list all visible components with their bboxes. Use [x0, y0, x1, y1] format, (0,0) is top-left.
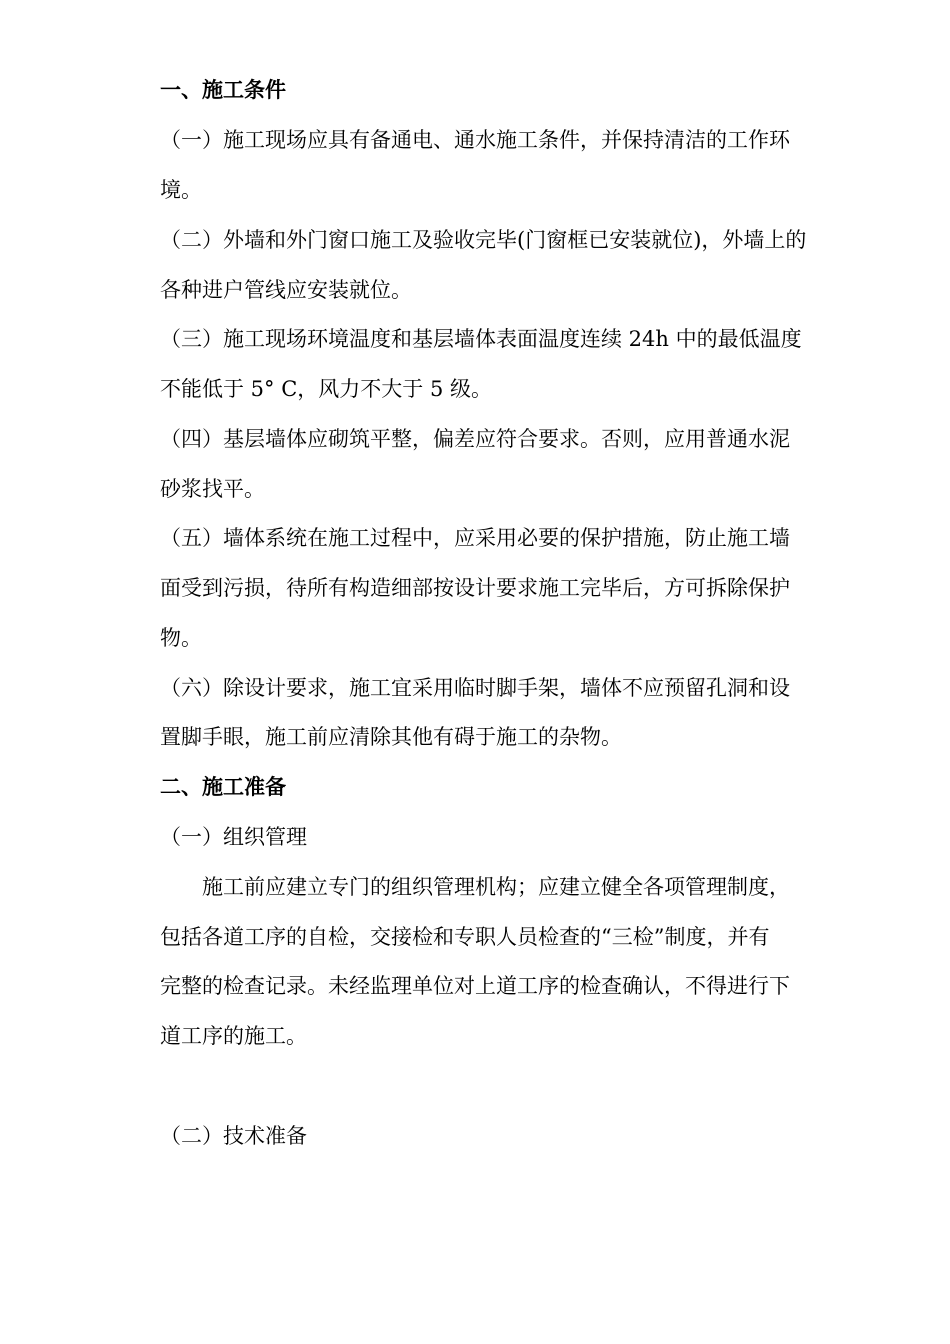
item-5-line-3: 物。	[160, 626, 202, 650]
item-1-line-2: 境。	[160, 178, 202, 202]
item-4-line-2: 砂浆找平。	[160, 477, 265, 501]
section-2-heading: 二、施工准备	[160, 774, 286, 799]
item-1-line-1: （一）施工现场应具有备通电、通水施工条件，并保持清洁的工作环	[160, 128, 790, 152]
item-2-line-2: 各种进户管线应安装就位。	[160, 278, 412, 302]
item-3-line-2: 不能低于 5° C，风力不大于 5 级。	[160, 377, 492, 401]
item-6-line-2: 置脚手眼，施工前应清除其他有碍于施工的杂物。	[160, 725, 622, 749]
item-5-line-2: 面受到污损，待所有构造细部按设计要求施工完毕后，方可拆除保护	[160, 576, 790, 600]
item-6-line-1: （六）除设计要求，施工宜采用临时脚手架，墙体不应预留孔洞和设	[160, 676, 790, 700]
org-para-line-2: 包括各道工序的自检，交接检和专职人员检查的“三检”制度，并有	[160, 925, 770, 949]
subsection-2-heading: （二）技术准备	[160, 1124, 307, 1148]
org-para-line-3: 完整的检查记录。未经监理单位对上道工序的检查确认，不得进行下	[160, 974, 790, 998]
subsection-1-heading: （一）组织管理	[160, 825, 307, 849]
item-2-line-1: （二）外墙和外门窗口施工及验收完毕(门窗框已安装就位)，外墙上的	[160, 228, 807, 252]
item-4-line-1: （四）基层墙体应砌筑平整，偏差应符合要求。否则，应用普通水泥	[160, 427, 790, 451]
section-1-heading: 一、施工条件	[160, 77, 286, 102]
item-3-line-1: （三）施工现场环境温度和基层墙体表面温度连续 24h 中的最低温度	[160, 327, 802, 351]
org-para-line-1: 施工前应建立专门的组织管理机构；应建立健全各项管理制度，	[202, 875, 790, 899]
org-para-line-4: 道工序的施工。	[160, 1024, 307, 1048]
item-5-line-1: （五）墙体系统在施工过程中，应采用必要的保护措施，防止施工墙	[160, 526, 790, 550]
